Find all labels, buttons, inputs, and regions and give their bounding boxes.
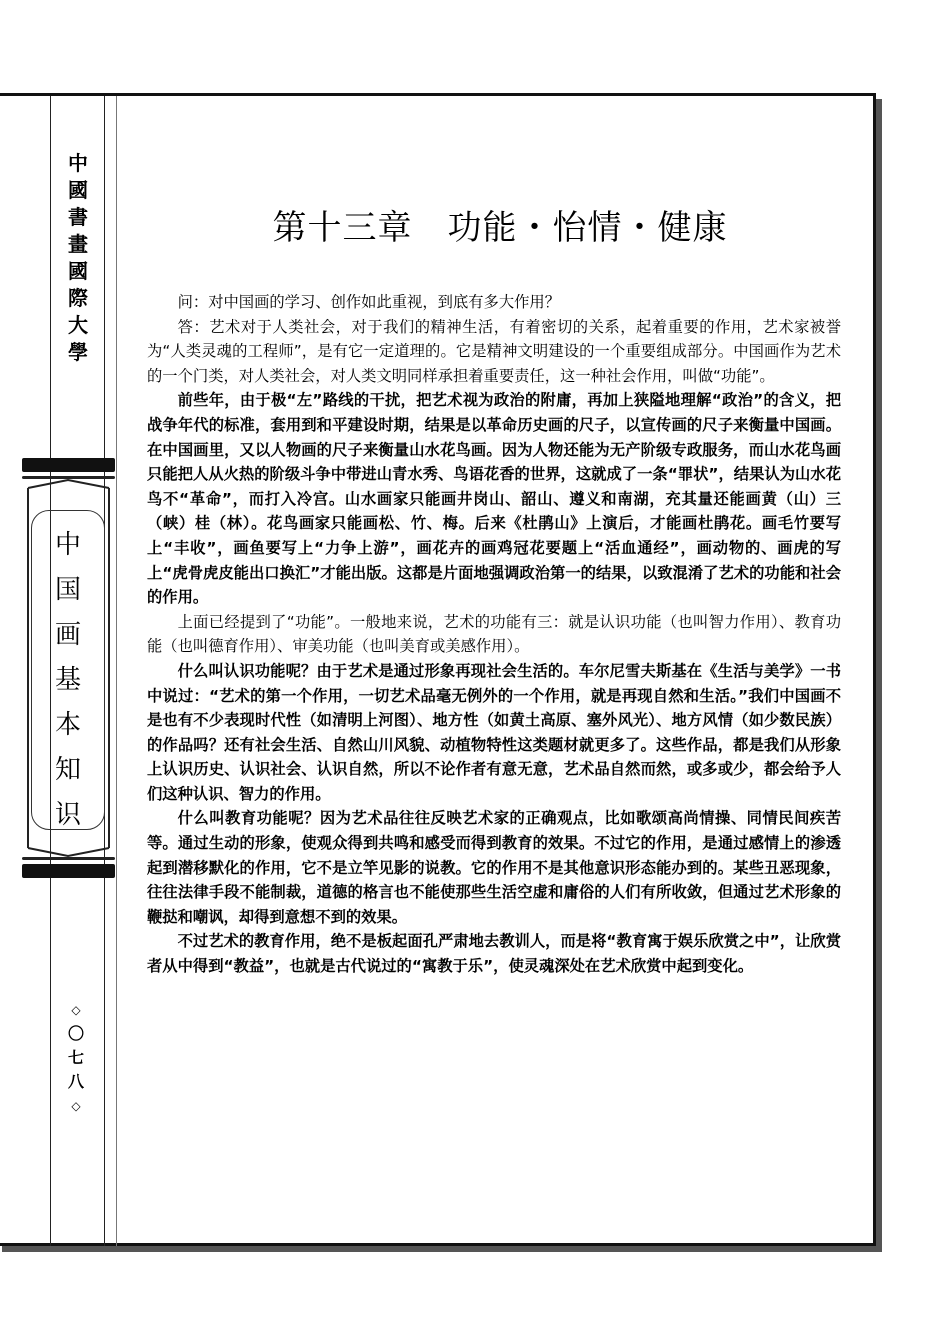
book-title-char: 中 xyxy=(54,530,81,560)
series-char: 中 xyxy=(68,151,88,175)
page-number-vertical xyxy=(62,998,90,1118)
series-char: 書 xyxy=(68,205,88,229)
book-title-char: 国 xyxy=(54,575,81,605)
series-char: 畫 xyxy=(68,232,88,256)
sidebar-rule-outer xyxy=(116,96,117,1246)
paragraph-question: 问：对中国画的学习、创作如此重视，到底有多大作用？ xyxy=(177,293,561,311)
paragraph: 什么叫教育功能呢？因为艺术品往往反映艺术家的正确观点，比如歌颂高尚情操、同情民间疾苦等。通过生动的形象，使观众得到共鸣和感受而得到教育的效果。不过它的作用，是通过感情上的渗透起到潜移默化的作用，它不是立竿见影的说教。它的作用不是其他意识形态能办到的。某些丑恶现象，往往法律手段不能制裁，道德的格言也不能使那些生活空虚和庸俗的人们有所收敛，但通过艺术形象的鞭挞和嘲讽，却得到意想不到的效果。 xyxy=(147,809,841,926)
page-number-char: 七 xyxy=(67,1048,84,1067)
scroll-bottom-bar xyxy=(22,864,115,878)
scroll-inner-frame xyxy=(31,510,105,830)
scroll-bottom-thin xyxy=(22,857,115,860)
series-char: 國 xyxy=(68,259,88,283)
paragraph: 前些年，由于极“左”路线的干扰，把艺术视为政治的附庸，再加上狭隘地理解“政治”的含义，把战争年代的标准，套用到和平建设时期，结果是以革命历史画的尺子，以宣传画的尺子来衡量中国画。在中国画里，又以人物画的尺子来衡量山水花鸟画。因为人物还能为无产阶级专政服务，而山水花鸟画只能把人从火热的阶级斗争中带进山青水秀、鸟语花香的世界，这就成了一条“罪状”，结果认为山水花鸟不“革命”，而打入冷宫。山水画家只能画井岗山、韶山、遵义和南湖，充其量还能画黄（山）三（峡）桂（林）。花鸟画家只能画松、竹、梅。后来《杜鹃山》上演后，才能画杜鹃花。画毛竹要写上“丰收”，画鱼要写上“力争上游”，画花卉的画鸡冠花要题上“活血通经”，画动物的、画虎的写上“虎骨虎皮能出口换汇”才能出版。这都是片面地强调政治第一的结果，以致混淆了艺术的功能和社会的作用。 xyxy=(147,391,841,607)
paragraph: 不过艺术的教育作用，绝不是板起面孔严肃地去教训人，而是将“教育寓于娱乐欣赏之中”，让欣赏者从中得到“教益”，也就是古代说过的“寓教于乐”，使灵魂深处在艺术欣赏中起到变化。 xyxy=(147,932,841,976)
series-char: 大 xyxy=(68,313,88,337)
series-char: 國 xyxy=(68,178,88,202)
diamond-icon: ◇ xyxy=(71,1099,81,1113)
book-title-char: 本 xyxy=(54,710,81,740)
book-title-char: 知 xyxy=(54,755,81,785)
paragraph: 什么叫认识功能呢？由于艺术是通过形象再现社会生活的。车尔尼雪夫斯基在《生活与美学》一书中说过：“艺术的第一个作用，一切艺术品毫无例外的一个作用，就是再现自然和生活。”我们中国画不是也有不少表现时代性（如清明上河图）、地方性（如黄土高原、塞外风光）、地方风情（如少数民族）的作品吗？还有社会生活、自然山川风貌、动植物特性这类题材就更多了。这些作品，都是我们从形象上认识历史、认识社会、认识自然，所以不论作者有意无意，艺术品自然而然，或多或少，都会给予人们这种认识、智力的作用。 xyxy=(147,661,841,803)
chapter-title: 第十三章 功能・怡情・健康 xyxy=(272,208,728,248)
series-char: 學 xyxy=(68,340,88,364)
page-number-char: 八 xyxy=(67,1072,84,1091)
page-number-char: 〇 xyxy=(67,1024,84,1043)
paragraph: 上面已经提到了“功能”。一般地来说，艺术的功能有三：就是认识功能（也叫智力作用）、教育功能（也叫德育作用）、审美功能（也叫美育或美感作用）。 xyxy=(147,612,841,656)
book-title-char: 识 xyxy=(54,800,81,830)
series-char: 際 xyxy=(68,286,88,310)
series-title-vertical xyxy=(64,150,92,366)
body-text xyxy=(147,290,841,979)
diamond-icon: ◇ xyxy=(71,1003,81,1017)
book-title-char: 画 xyxy=(54,620,81,650)
book-title-scroll xyxy=(22,458,115,878)
book-title-char: 基 xyxy=(54,665,81,695)
paragraph: 答：艺术对于人类社会，对于我们的精神生活，有着密切的关系，起着重要的作用，艺术家被誉为“人类灵魂的工程师”，是有它一定道理的。它是精神文明建设的一个重要组成部分。中国画作为艺术的一个门类，对人类社会，对人类文明同样承担着重要责任，这一种社会作用，叫做“功能”。 xyxy=(147,317,841,385)
